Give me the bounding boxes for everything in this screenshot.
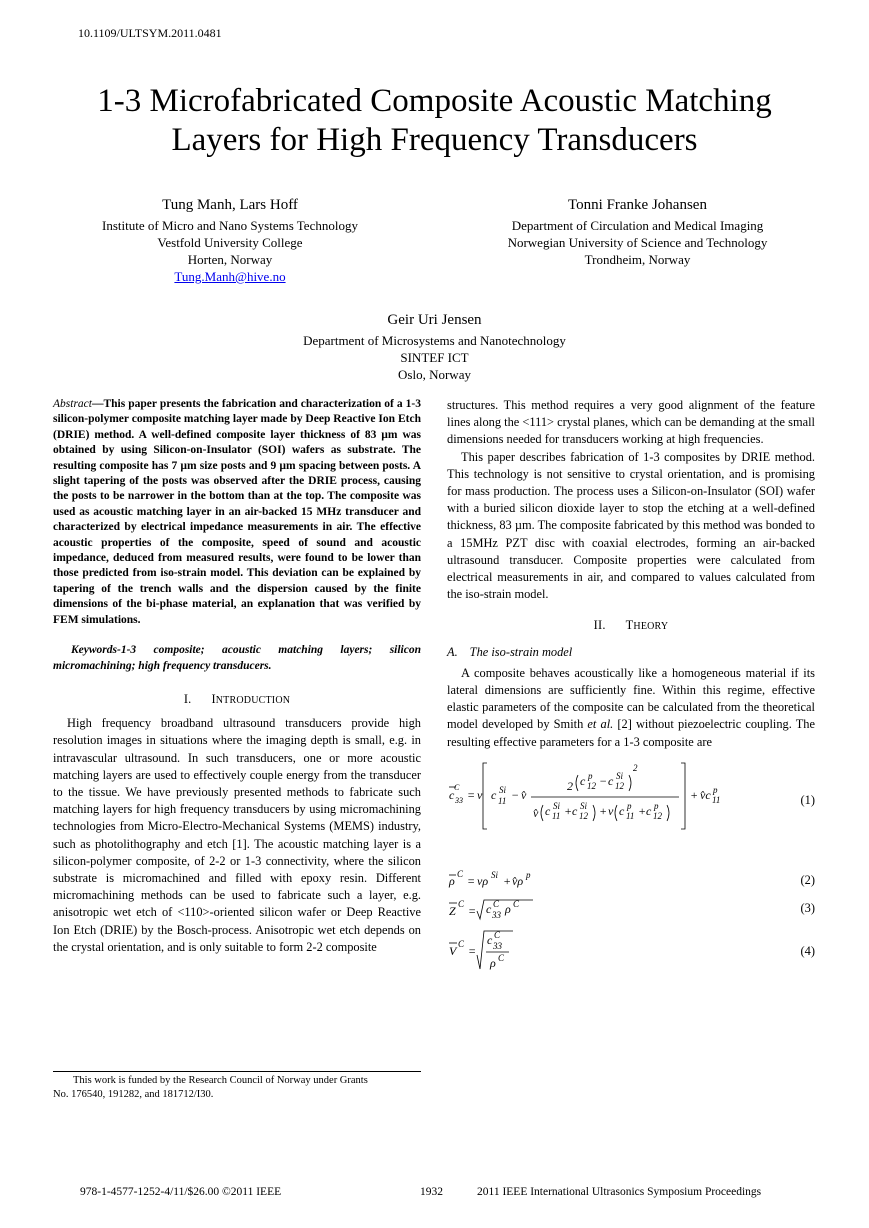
affiliation-line: Trondheim, Norway bbox=[584, 252, 691, 267]
svg-text:=: = bbox=[467, 873, 476, 888]
svg-text:12: 12 bbox=[615, 780, 624, 791]
svg-text:+: + bbox=[599, 803, 608, 818]
svg-text:=: = bbox=[468, 903, 477, 918]
author-email-link[interactable]: Tung.Manh@hive.no bbox=[174, 269, 286, 284]
svg-text:p: p bbox=[588, 770, 593, 781]
svg-text:p: p bbox=[654, 800, 659, 811]
affiliation-line: Institute of Micro and Nano Systems Technology bbox=[102, 218, 358, 233]
footer-proceedings: 2011 IEEE International Ultrasonics Symposium Proceedings bbox=[477, 1186, 762, 1198]
svg-text:c: c bbox=[646, 803, 652, 818]
author-name: Geir Uri Jensen bbox=[387, 312, 482, 328]
svg-text:p: p bbox=[627, 800, 632, 811]
svg-text:c: c bbox=[486, 901, 492, 916]
svg-text:Si: Si bbox=[553, 800, 561, 811]
svg-text:vρ: vρ bbox=[477, 873, 489, 888]
svg-text:11: 11 bbox=[712, 794, 721, 805]
equation-1-graphic bbox=[447, 757, 747, 833]
svg-text:v̂: v̂ bbox=[533, 805, 539, 820]
affiliation-line: Department of Microsystems and Nanotechnology bbox=[303, 333, 566, 348]
svg-text:Si: Si bbox=[491, 869, 499, 880]
svg-text:Si: Si bbox=[499, 784, 507, 795]
svg-text:33: 33 bbox=[493, 940, 502, 951]
svg-text:C: C bbox=[493, 898, 500, 909]
svg-text:C: C bbox=[457, 868, 464, 879]
equation-4 bbox=[447, 929, 815, 973]
svg-text:+: + bbox=[638, 803, 647, 818]
svg-text:C: C bbox=[458, 898, 465, 909]
affiliation-line: Vestfold University College bbox=[157, 235, 303, 250]
footer-isbn: 978-1-4577-1252-4/11/$26.00 ©2011 IEEE bbox=[80, 1186, 282, 1198]
section-heading-theory: II. THEORY bbox=[593, 618, 669, 633]
svg-text:v̂c: v̂c bbox=[700, 787, 711, 802]
svg-text:c: c bbox=[572, 803, 578, 818]
svg-text:c: c bbox=[580, 773, 586, 788]
author-name: Tonni Franke Johansen bbox=[568, 197, 707, 213]
svg-text:−: − bbox=[511, 787, 520, 802]
continued-paragraph: structures. This method requires a very good alignment of the feature lines along the <111> crystal planes, which can be demanding at the small dimensions needed for transducers working at high frequencies. bbox=[447, 398, 815, 447]
svg-text:p: p bbox=[713, 784, 718, 795]
svg-text:v̂ρ: v̂ρ bbox=[512, 873, 524, 888]
doi-header: 10.1109/ULTSYM.2011.0481 bbox=[78, 26, 222, 40]
intro-paragraph: High frequency broadband ultrasound transducers provide high resolution images in situations where the imaging depth is small, e.g. in intravascular ultrasound. In such transducers, one or more acoustic matching layers are used to effectively couple energy from the transducer to the tissue. We have previously presented methods to fabricate such matching layers for high frequency transducers by using micromachining technologies from Micro-Electro-Mechanical Systems (MEMS) industry, such as photolithography and etch [1]. The acoustic matching layer is a silicon-polymer composite, of 2-2 or 1-3 connectivity, where the silicon substrate is micromachined and filled with epoxy resin. Different micromachining methods can be used to fabricate such a layer, e.g. anisotropic wet etch of <110>-oriented silicon wafer or Deep Reactive Ion Etch (DRIE) by the Bosch-process. Anisotropic wet etch depends on the crystal orientation, and is only suitable to form 2-2 composite bbox=[53, 716, 421, 954]
equation-4-graphic bbox=[447, 929, 647, 973]
svg-text:C: C bbox=[454, 782, 460, 792]
svg-text:=: = bbox=[467, 787, 476, 802]
title-line-1: 1-3 Microfabricated Composite Acoustic Matching bbox=[97, 83, 772, 119]
svg-text:c: c bbox=[487, 932, 493, 947]
svg-text:12: 12 bbox=[587, 780, 596, 791]
affiliation-line: SINTEF ICT bbox=[400, 350, 469, 365]
svg-text:v: v bbox=[608, 803, 614, 818]
paper-title bbox=[40, 82, 829, 160]
section-heading-introduction: I. INTRODUCTION bbox=[183, 691, 291, 706]
svg-text:33: 33 bbox=[492, 909, 501, 920]
svg-text:+: + bbox=[503, 873, 512, 888]
svg-text:c: c bbox=[608, 773, 614, 788]
svg-text:12: 12 bbox=[579, 810, 588, 821]
svg-text:2: 2 bbox=[633, 762, 638, 773]
abstract: Abstract—This paper presents the fabrication and characterization of a 1-3 silicon-polymer composite matching layer made by Deep Reactive Ion Etch (DRIE) method. A well-defined composite layer thickness of 83 µm was obtained by using Silicon-on-Insulator (SOI) wafers as substrate. The resulting composite has 7 µm size posts and 9 µm spacing between posts. A slight tapering of the posts was observed after the DRIE process, causing the posts to be narrower in the bottom than at the top. The composite was used as acoustic matching layer in an air-backed 15 MHz transducer and characterized by electrical impedance measurements in air. The effective acoustic properties of the composite, speed of sound and acoustic impedance, deduced from measured results, were found to be lower than those predicted from iso-strain model. This deviation can be explained by tapering of the trench walls and the dispersion caused by the finite dimensions of the bi-phase material, an explanation that was verified by FEM simulations. bbox=[53, 398, 421, 626]
svg-text:c: c bbox=[545, 803, 551, 818]
equation-2-graphic bbox=[447, 867, 647, 893]
footnote-divider bbox=[53, 1071, 421, 1072]
svg-text:+: + bbox=[564, 803, 573, 818]
svg-text:−: − bbox=[599, 773, 608, 788]
author-block-3 bbox=[230, 311, 639, 383]
svg-text:ρ: ρ bbox=[449, 873, 455, 888]
svg-text:C: C bbox=[498, 952, 505, 963]
affiliation-line: Department of Circulation and Medical Imaging bbox=[511, 218, 764, 233]
svg-text:11: 11 bbox=[626, 810, 635, 821]
title-line-2: Layers for High Frequency Transducers bbox=[171, 122, 698, 158]
svg-text:=: = bbox=[468, 943, 477, 958]
subsection-heading-iso-strain: A. The iso-strain model bbox=[447, 644, 573, 659]
right-column bbox=[447, 397, 815, 973]
svg-text:Si: Si bbox=[616, 770, 624, 781]
equation-3 bbox=[447, 897, 815, 923]
svg-text:C: C bbox=[513, 898, 520, 909]
svg-text:C: C bbox=[494, 929, 501, 940]
affiliation-line: Oslo, Norway bbox=[398, 367, 471, 382]
svg-text:C: C bbox=[458, 938, 465, 949]
equation-1 bbox=[447, 757, 815, 833]
svg-text:Si: Si bbox=[580, 800, 588, 811]
equation-number: (3) bbox=[800, 900, 815, 915]
affiliation-line: Horten, Norway bbox=[187, 252, 273, 267]
equation-number: (4) bbox=[800, 943, 815, 958]
svg-text:V: V bbox=[449, 943, 457, 958]
affiliation-line: Norwegian University of Science and Technology bbox=[507, 235, 768, 250]
equation-number: (2) bbox=[800, 872, 815, 887]
svg-text:c: c bbox=[491, 787, 497, 802]
svg-text:v̂: v̂ bbox=[521, 787, 527, 802]
svg-text:c: c bbox=[619, 803, 625, 818]
author-block-2 bbox=[465, 196, 810, 268]
svg-text:33: 33 bbox=[455, 795, 463, 805]
svg-text:2: 2 bbox=[567, 778, 573, 793]
equation-2 bbox=[447, 867, 815, 893]
svg-text:12: 12 bbox=[653, 810, 662, 821]
svg-text:11: 11 bbox=[498, 795, 507, 806]
svg-text:p: p bbox=[526, 869, 531, 880]
equation-number: (1) bbox=[800, 792, 815, 807]
svg-text:+: + bbox=[690, 787, 699, 802]
svg-text:Z: Z bbox=[449, 903, 456, 918]
keywords: Keywords-1-3 composite; acoustic matching layers; silicon micromachining; high frequency transducers. bbox=[53, 644, 421, 672]
equation-3-graphic bbox=[447, 897, 647, 923]
svg-text:ρ: ρ bbox=[490, 955, 496, 970]
author-block-1 bbox=[60, 196, 400, 285]
paragraph-drie: This paper describes fabrication of 1-3 composites by DRIE method. This technology is not sensitive to crystal orientation, and is promising for mass production. The process uses a Silicon-on-Insulator (SOI) wafer with a buried silicon dioxide layer to stop the etching at a well-defined thickness, 83 µm. The composite fabricated by this method was bonded to a 15MHz PZT disc with coaxial electrodes, forming an air-backed ultrasound transducer. Composite properties were calculated from electrical measurements in air, and compared to values calculated from the iso-strain model. bbox=[447, 449, 815, 602]
author-name: Tung Manh, Lars Hoff bbox=[162, 197, 298, 213]
left-column bbox=[53, 397, 421, 956]
footer-page-number: 1932 bbox=[420, 1186, 443, 1198]
svg-text:ρ: ρ bbox=[505, 901, 511, 916]
svg-text:c: c bbox=[449, 787, 455, 802]
svg-text:11: 11 bbox=[552, 810, 561, 821]
svg-text:v: v bbox=[477, 787, 483, 802]
funding-footnote: This work is funded by the Research Council of Norway under Grants No. 176540, 191282, and 181712/I30. bbox=[53, 1075, 368, 1100]
theory-paragraph: A composite behaves acoustically like a homogeneous material if its lateral dimensions are sufficiently fine. Within this regime, effective elastic parameters of the composite can be calculated from the theoretical model developed by Smith et al. [2] without piezoelectric coupling. The resulting effective parameters for a 1-3 composite are bbox=[447, 665, 815, 749]
